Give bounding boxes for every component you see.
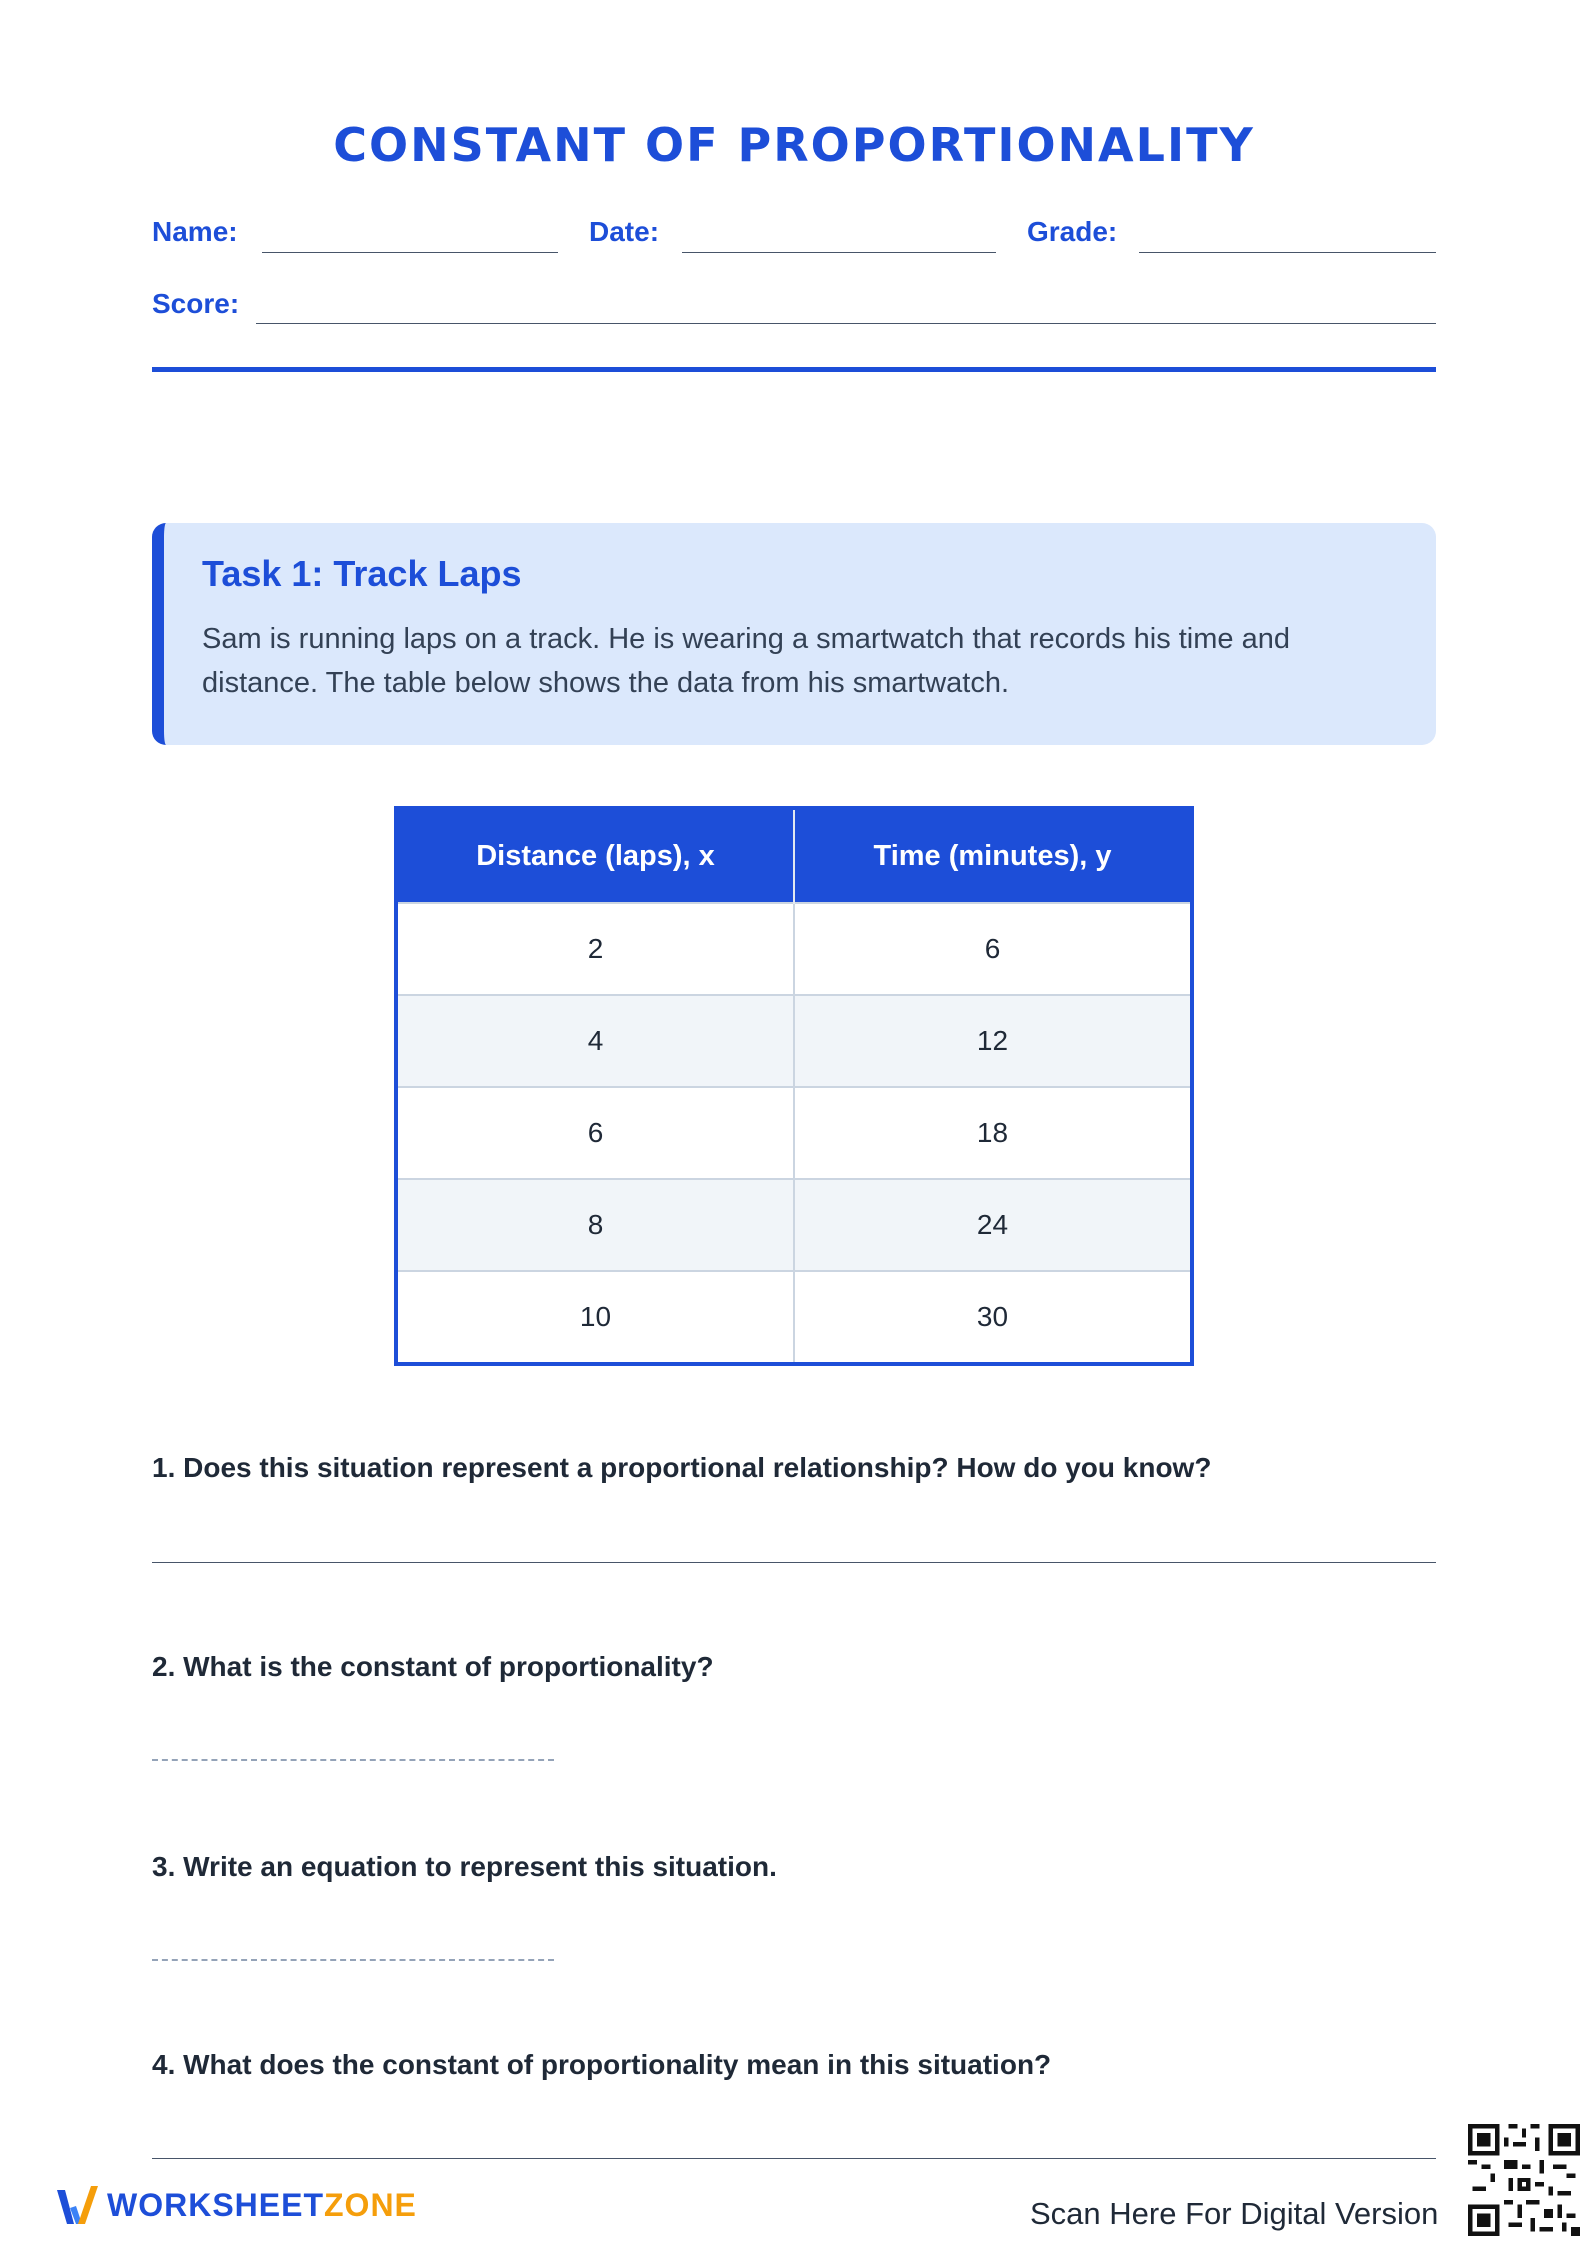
worksheetzone-logo-icon — [54, 2180, 100, 2230]
question-1: 1. Does this situation represent a proportional relationship? How do you know? — [152, 1452, 1212, 1483]
task-description: Sam is running laps on a track. He is wearing a smartwatch that records his time and distance. The table below shows the data from his smartwatch. — [202, 623, 1290, 699]
data-table — [394, 806, 1194, 1366]
table-header-row — [396, 808, 1192, 903]
score-label: Score: — [152, 288, 240, 319]
brand-part-1: WORKSHEET — [107, 2187, 324, 2223]
brand-part-2: ZONE — [324, 2187, 417, 2223]
time-cell: 30 — [794, 1271, 1192, 1364]
time-cell: 12 — [794, 995, 1192, 1087]
task-title: Task 1: Track Laps — [202, 553, 522, 594]
grade-field[interactable] — [1139, 252, 1436, 253]
distance-cell: 4 — [396, 995, 794, 1087]
answer-line-1[interactable] — [152, 1562, 1436, 1563]
answer-line-3[interactable] — [152, 1959, 554, 1961]
date-field[interactable] — [682, 252, 996, 253]
answer-line-2[interactable] — [152, 1759, 554, 1761]
distance-cell: 2 — [396, 903, 794, 995]
date-label: Date: — [589, 216, 660, 247]
worksheet-title: CONSTANT OF PROPORTIONALITY — [333, 118, 1255, 172]
question-4: 4. What does the constant of proportionality mean in this situation? — [152, 2049, 1052, 2080]
grade-label: Grade: — [1027, 216, 1118, 247]
question-3: 3. Write an equation to represent this situation. — [152, 1851, 777, 1882]
time-cell: 24 — [794, 1179, 1192, 1271]
table-row — [396, 1271, 1192, 1364]
distance-cell: 6 — [396, 1087, 794, 1179]
distance-cell: 10 — [396, 1271, 794, 1364]
table-row — [396, 995, 1192, 1087]
header-divider — [152, 367, 1436, 372]
score-field[interactable] — [256, 323, 1436, 324]
table-row — [396, 1087, 1192, 1179]
question-2: 2. What is the constant of proportionality? — [152, 1651, 714, 1682]
task-box — [152, 523, 1436, 745]
time-cell: 18 — [794, 1087, 1192, 1179]
scan-text: Scan Here For Digital Version — [1030, 2196, 1439, 2231]
time-cell: 6 — [794, 903, 1192, 995]
header-distance: Distance (laps), x — [396, 808, 794, 903]
table-row — [396, 1179, 1192, 1271]
header-time: Time (minutes), y — [794, 808, 1192, 903]
table-row — [396, 903, 1192, 995]
name-field[interactable] — [262, 252, 558, 253]
name-label: Name: — [152, 216, 238, 247]
brand-name — [107, 2187, 417, 2224]
distance-cell: 8 — [396, 1179, 794, 1271]
qr-code-icon[interactable] — [1468, 2124, 1580, 2236]
answer-line-4[interactable] — [152, 2158, 1436, 2159]
